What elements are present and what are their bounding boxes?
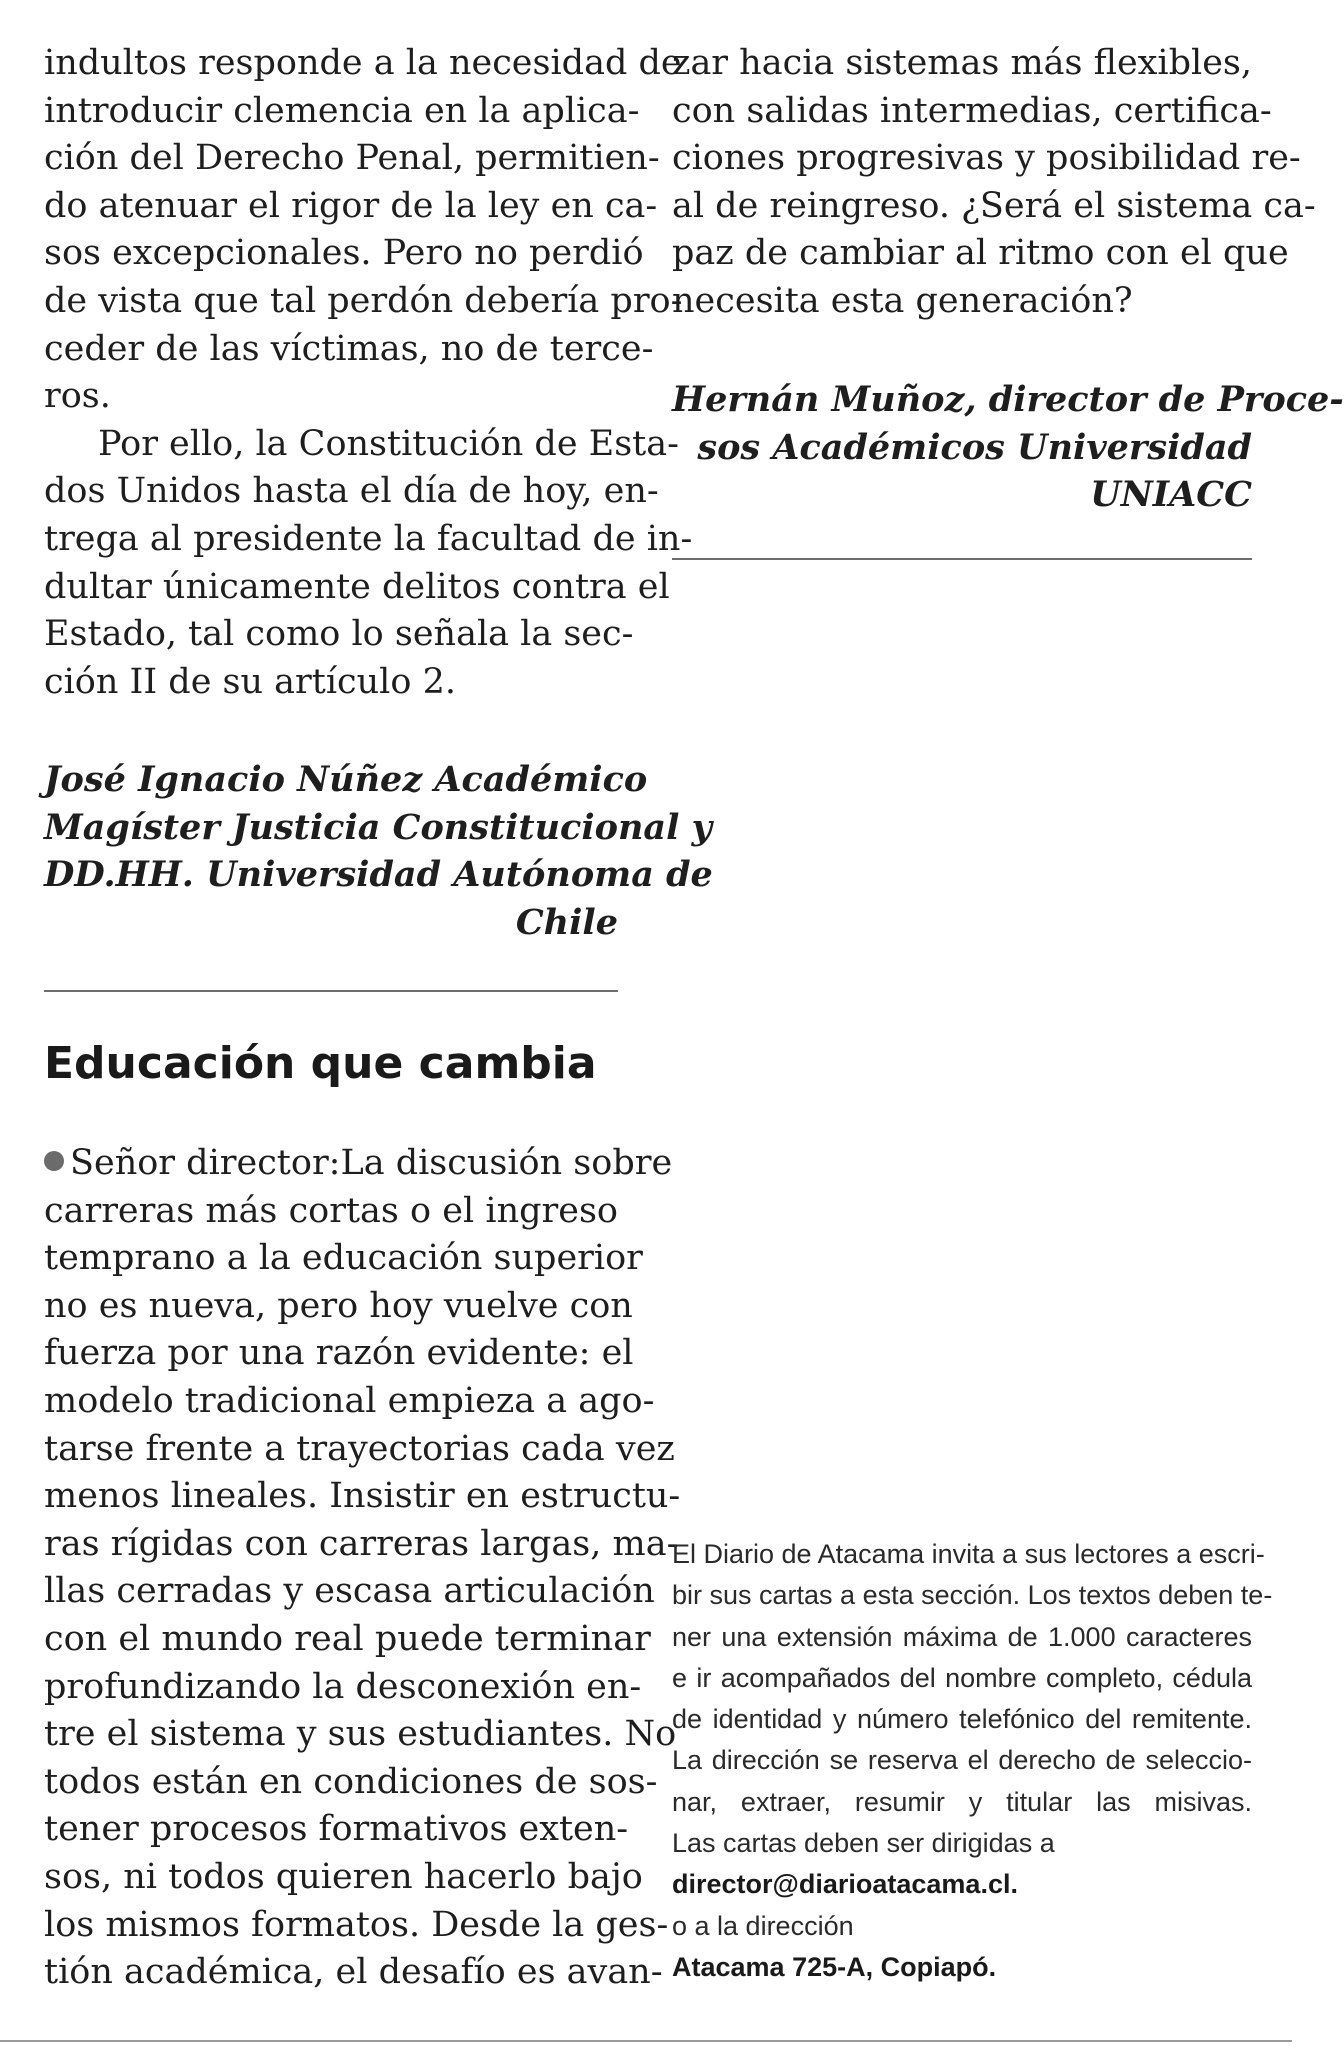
letter-2-first-line: Señor director:La discusión sobre [44, 1140, 618, 1188]
letter-1-line: dultar únicamente delitos contra el [44, 566, 670, 607]
letter-1-line: dos Unidos hasta el día de hoy, en- [44, 471, 659, 512]
letter-2-line: con salidas intermedias, certifica- [672, 90, 1272, 131]
notice-line: o a la dirección [672, 1910, 854, 1941]
section-divider [44, 990, 618, 992]
notice-line: nar, extraer, resumir y titular las misivas. [672, 1786, 1252, 1817]
notice-email: director@diarioatacama.cl. [672, 1869, 1018, 1900]
letter-2 [44, 1140, 681, 1997]
signature-line: José Ignacio Núñez Académico [44, 759, 648, 800]
letter-2-signature [672, 376, 1344, 519]
signature-line: Hernán Muñoz, director de Proce- [672, 379, 1344, 420]
letter-2-line: profundizando la desconexión en- [44, 1666, 642, 1707]
letter-2-line: con el mundo real puede terminar [44, 1618, 651, 1659]
letter-2-line: carreras más cortas o el ingreso [44, 1190, 618, 1231]
signature-line: UNIACC [1090, 474, 1252, 516]
letter-1-line: trega al presidente la facultad de in- [44, 518, 693, 559]
notice-address: Atacama 725-A, Copiapó. [672, 1951, 997, 1982]
signature-line: Chile [515, 901, 618, 943]
notice-line: ner una extensión máxima de 1.000 caracteres [672, 1621, 1252, 1652]
letter-1-line: introducir clemencia en la aplica- [44, 90, 640, 131]
notice-line: bir sus cartas a esta sección. Los textos deben te- [672, 1580, 1273, 1611]
letter-2-line: tre el sistema y sus estudiantes. No [44, 1714, 677, 1755]
letters-notice [672, 1534, 1273, 1988]
letter-1 [44, 40, 693, 706]
letter-1-line: ceder de las víctimas, no de terce- [44, 328, 654, 369]
letter-2-line: no es nueva, pero hoy vuelve con [44, 1285, 633, 1326]
letter-2-line: llas cerradas y escasa articulación [44, 1571, 655, 1612]
letter-2-line: tarse frente a trayectorias cada vez [44, 1428, 675, 1469]
section-divider [672, 558, 1252, 560]
letter-1-line: Estado, tal como lo señala la sec- [44, 614, 634, 655]
letter-2-line: ras rígidas con carreras largas, ma- [44, 1523, 679, 1564]
letter-2-line: al de reingreso. ¿Será el sistema ca- [672, 185, 1316, 226]
letter-2-line: tión académica, el desafío es avan- [44, 1952, 663, 1993]
notice-line: de identidad y número telefónico del remitente. [672, 1704, 1252, 1735]
letter-2-line: los mismos formatos. Desde la ges- [44, 1904, 669, 1945]
notice-line: La dirección se reserva el derecho de seleccio- [672, 1745, 1252, 1776]
letter-2-line: temprano a la educación superior [44, 1238, 643, 1279]
letter-1-line: do atenuar el rigor de la ley en ca- [44, 185, 658, 226]
letter-2-line: paz de cambiar al ritmo con el que [672, 233, 1289, 274]
notice-line: e ir acompañados del nombre completo, cédula [672, 1662, 1252, 1693]
letter-2-line: ciones progresivas y posibilidad re- [672, 138, 1301, 179]
signature-line: sos Académicos Universidad [697, 426, 1252, 468]
letter-2-line: tener procesos formativos exten- [44, 1809, 629, 1850]
letter-1-line: sos excepcionales. Pero no perdió [44, 233, 644, 274]
letter-2-title: Educación que cambia [44, 1038, 597, 1089]
page-bottom-rule [0, 2040, 1292, 2042]
notice-line: El Diario de Atacama invita a sus lectores a escri- [672, 1539, 1265, 1569]
letter-2-line: sos, ni todos quieren hacerlo bajo [44, 1856, 643, 1897]
letter-2-line: zar hacia sistemas más flexibles, [672, 43, 1252, 83]
letter-2-line: fuerza por una razón evidente: el [44, 1333, 634, 1374]
letter-2-continued [672, 40, 1316, 326]
letter-2-line: necesita esta generación? [672, 280, 1133, 321]
letter-1-line: ción del Derecho Penal, permitien- [44, 138, 660, 179]
notice-line: Las cartas deben ser dirigidas a [672, 1828, 1055, 1859]
letter-1-line: ros. [44, 376, 111, 417]
letter-1-line: indultos responde a la necesidad de [44, 43, 682, 83]
signature-line: Magíster Justicia Constitucional y [44, 806, 712, 848]
letter-1-line: Por ello, la Constitución de Esta- [98, 423, 679, 464]
letter-1-line: ción II de su artículo 2. [44, 661, 456, 702]
letter-1-signature [44, 756, 713, 946]
bullet-icon [44, 1151, 64, 1171]
letter-2-line: menos lineales. Insistir en estructu- [44, 1476, 681, 1517]
signature-line: DD.HH. Universidad Autónoma de [44, 854, 713, 896]
letter-2-line: todos están en condiciones de sos- [44, 1761, 658, 1802]
letter-2-line: modelo tradicional empieza a ago- [44, 1380, 655, 1421]
letter-1-line: de vista que tal perdón debería pro- [44, 280, 683, 321]
